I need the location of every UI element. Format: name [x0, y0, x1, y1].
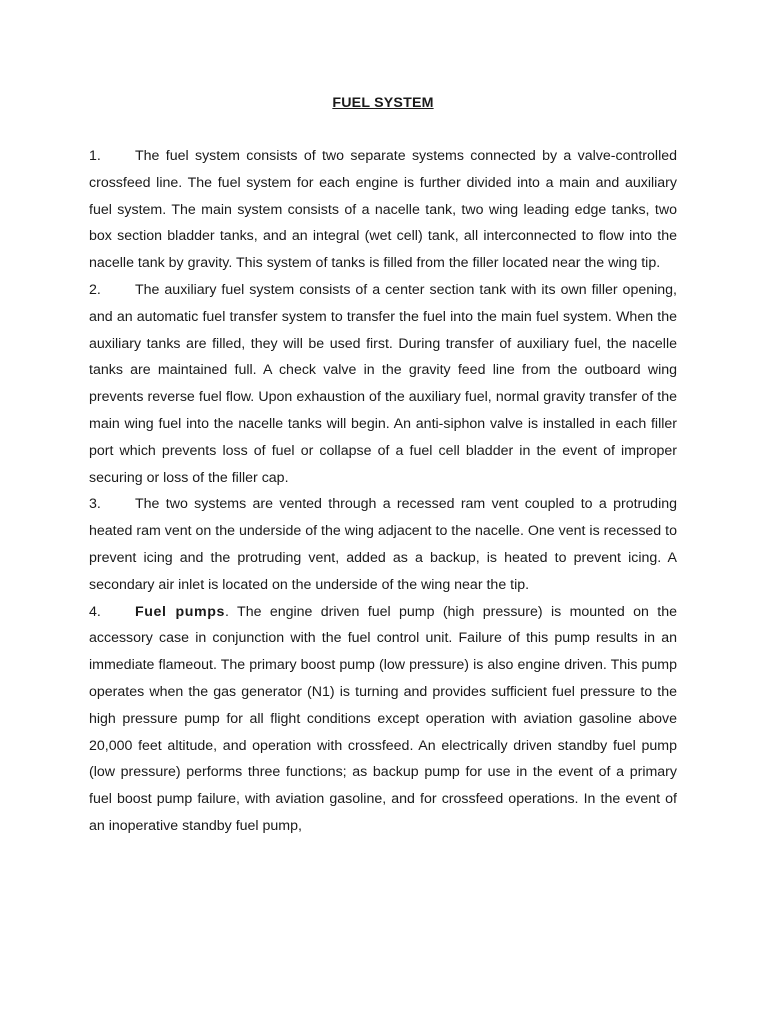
paragraph-3 — [89, 491, 677, 598]
paragraph-text: The fuel system consists of two separate systems connected by a valve-controlled crossfeed line. The fuel system for each engine is further divided into a main and auxiliary fuel system. The main system consists of a nacelle tank, two wing leading edge tanks, two box section bladder tanks, and an integral (wet cell) tank, all interconnected to flow into the nacelle tank by gravity. This system of tanks is filled from the filler located near the wing tip. — [89, 148, 677, 272]
paragraph-4 — [89, 599, 677, 840]
paragraph-text: The auxiliary fuel system consists of a center section tank with its own filler opening, and an automatic fuel transfer system to transfer the fuel into the main fuel system. When the auxiliary tanks are filled, they will be used first. During transfer of auxiliary fuel, the nacelle tanks are maintained full. A check valve in the gravity feed line from the outboard wing prevents reverse fuel flow. Upon exhaustion of the auxiliary fuel, normal gravity transfer of the main wing fuel into the nacelle tanks will begin. An anti-siphon valve is installed in each filler port which prevents loss of fuel or collapse of a fuel cell bladder in the event of improper securing or loss of the filler cap. — [89, 281, 677, 486]
paragraph-number: 3. — [89, 496, 101, 513]
paragraph-2 — [89, 277, 677, 491]
paragraph-number: 2. — [89, 281, 101, 298]
paragraph-text: The two systems are vented through a recessed ram vent coupled to a protruding heated ram vent on the underside of the wing adjacent to the nacelle. One vent is recessed to prevent icing and the protruding vent, added as a backup, is heated to prevent icing. A secondary air inlet is located on the underside of the wing near the tip. — [89, 496, 677, 593]
paragraph-term: Fuel pumps — [135, 603, 226, 620]
paragraph-number: 4. — [89, 603, 101, 620]
document-title: FUEL SYSTEM — [332, 95, 434, 111]
paragraph-number: 1. — [89, 148, 101, 164]
paragraph-text: . The engine driven fuel pump (high pressure) is mounted on the accessory case in conjunction with the fuel control unit. Failure of this pump results in an immediate flameout. The primary boost pump (low pressure) is also engine driven. This pump operates when the gas generator (N1) is turning and provides sufficient fuel pressure to the high pressure pump for all flight conditions except operation with aviation gasoline above 20,000 feet altitude, and operation with crossfeed. An electrically driven standby fuel pump (low pressure) performs three functions; as backup pump for use in the event of a primary fuel boost pump failure, with aviation gasoline, and for crossfeed operations. In the event of an inoperative standby fuel pump, — [89, 603, 677, 834]
paragraph-1 — [89, 143, 677, 277]
document-body — [89, 143, 677, 840]
